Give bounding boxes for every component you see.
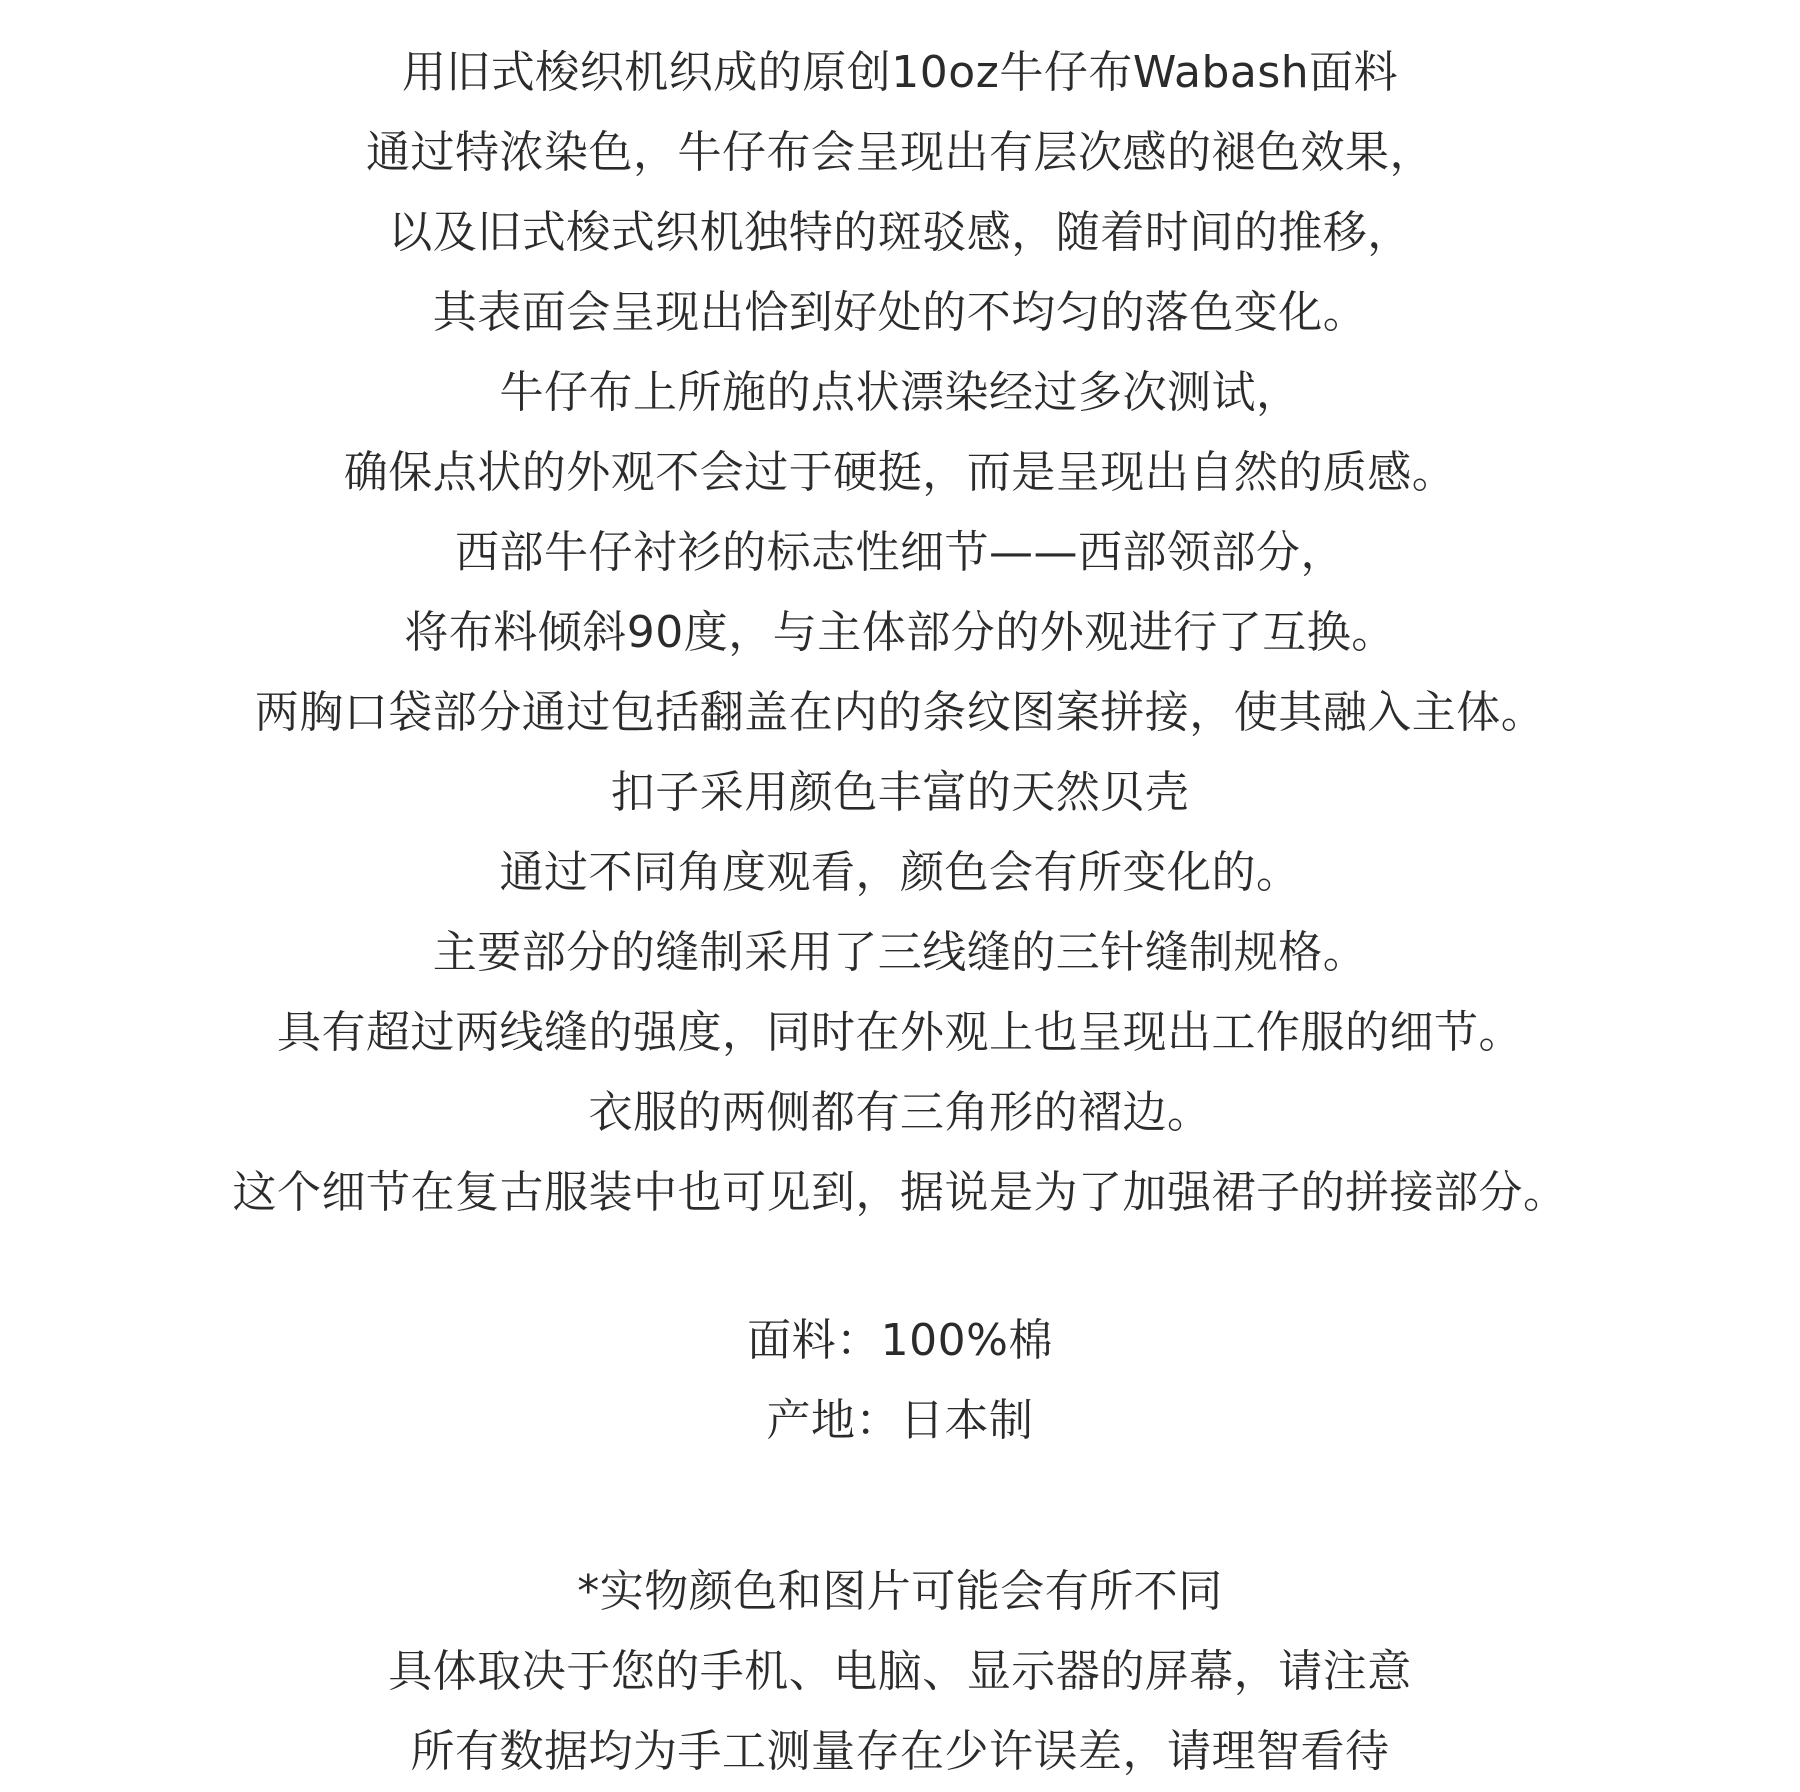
description-line: 确保点状的外观不会过于硬挺，而是呈现出自然的质感。 — [343, 447, 1457, 498]
disclaimer-line: *实物颜色和图片可能会有所不同 — [577, 1566, 1223, 1617]
description-line: 以及旧式梭式织机独特的斑驳感，随着时间的推移， — [388, 207, 1412, 258]
disclaimer-block — [0, 1552, 1800, 1792]
description-line: 这个细节在复古服装中也可见到，据说是为了加强裙子的拼接部分。 — [232, 1167, 1568, 1218]
description-line: 通过不同角度观看，颜色会有所变化的。 — [499, 847, 1301, 898]
description-line: 两胸口袋部分通过包括翻盖在内的条纹图案拼接，使其融入主体。 — [254, 687, 1546, 738]
description-line: 将布料倾斜90度，与主体部分的外观进行了互换。 — [404, 607, 1396, 658]
description-line: 用旧式梭织机织成的原创10oz牛仔布Wabash面料 — [401, 47, 1399, 98]
description-line: 具有超过两线缝的强度，同时在外观上也呈现出工作服的细节。 — [277, 1007, 1523, 1058]
description-line: 扣子采用颜色丰富的天然贝壳 — [610, 767, 1190, 818]
material-spec: 面料：100%棉 — [747, 1315, 1053, 1366]
description-line: 衣服的两侧都有三角形的褶边。 — [588, 1087, 1212, 1138]
disclaimer-line: 所有数据均为手工测量存在少许误差，请理智看待 — [410, 1726, 1390, 1777]
origin-spec: 产地：日本制 — [766, 1395, 1034, 1446]
specs-block — [0, 1301, 1800, 1461]
description-line: 其表面会呈现出恰到好处的不均匀的落色变化。 — [432, 287, 1368, 338]
description-line: 牛仔布上所施的点状漂染经过多次测试， — [499, 367, 1301, 418]
description-line: 通过特浓染色，牛仔布会呈现出有层次感的褪色效果， — [366, 127, 1434, 178]
disclaimer-line: 具体取决于您的手机、电脑、显示器的屏幕，请注意 — [388, 1646, 1412, 1697]
description-line: 主要部分的缝制采用了三线缝的三针缝制规格。 — [432, 927, 1368, 978]
description-line: 西部牛仔衬衫的标志性细节——西部领部分， — [455, 527, 1345, 578]
description-text-block — [0, 33, 1800, 1233]
